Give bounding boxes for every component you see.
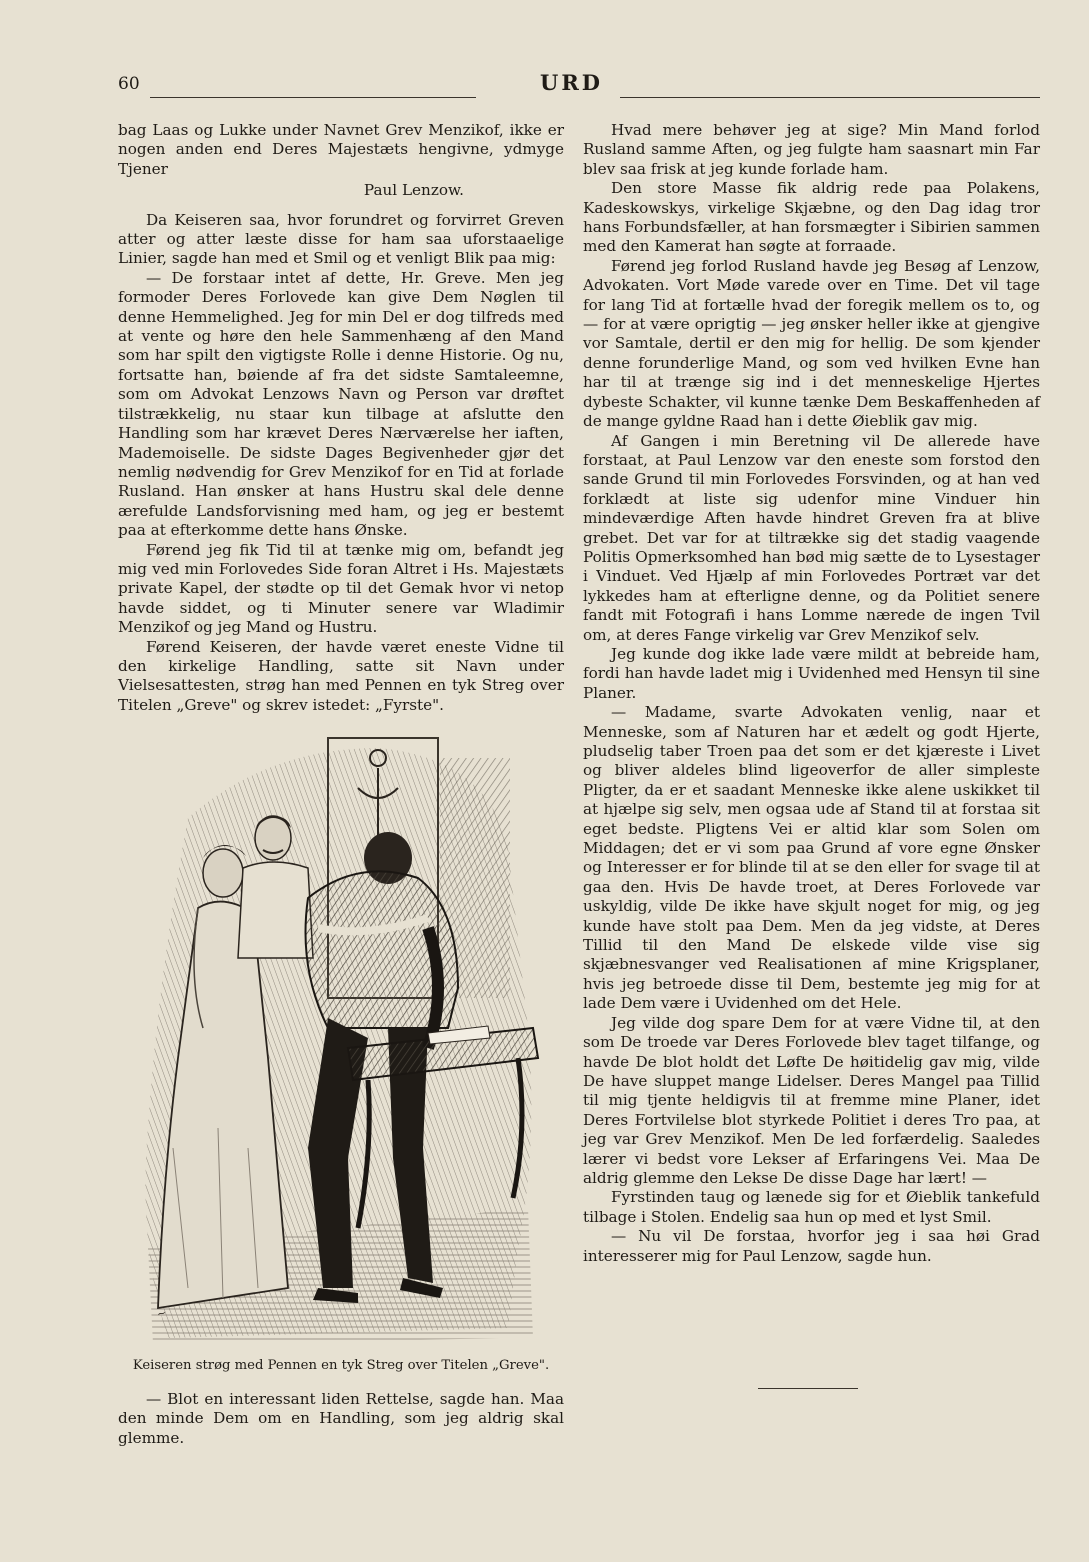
left-column-top	[118, 121, 564, 715]
illustration-caption: Keiseren strøg med Pennen en tyk Streg over Titelen „Greve".	[132, 1358, 550, 1373]
paragraph: Førend jeg forlod Rusland havde jeg Besøg af Lenzow, Advokaten. Vort Møde varede over en Time. Det vil tage for lang Tid at fortælle hvad der foregik mellem os to, og — for at være oprigtig — jeg ønsker heller ikke at gjengive vor Samtale, dertil er den mig for hellig. De som kjender denne forunderlige Mand, og som ved hvilken Evne han har til at trænge sig ind i det menneskelige Hjertes dybeste Schakter, vil kunne tænke Dem Beskaffenheden af de mange gyldne Raad han i dette Øieblik gav mig.	[583, 256, 1040, 431]
engraving-illustration	[128, 728, 553, 1346]
paragraph: Den store Masse fik aldrig rede paa Polakens, Kadeskowskys, virkelige Skjæbne, og den Dag idag tror hans Forbundsfæller, at han forsmægter i Sibirien sammen med den Kamerat han søgte at forraade.	[583, 179, 1040, 256]
artist-monogram: ~	[155, 1305, 168, 1321]
page-number: 60	[118, 74, 140, 94]
paragraph: — De forstaar intet af dette, Hr. Greve. Men jeg formoder Deres Forlovede kan give Dem Nøglen til denne Hemmelighed. Jeg for min Del er dog tilfreds med at vente og høre den hele Sammenhæng af den Mand som har spilt den vigtigste Rolle i denne Historie. Og nu, fortsatte han, bøiende af fra det sidste Samtaleemne, som om Advokat Lenzows Navn og Person var drøftet tilstrækkelig, nu staar kun tilbage at afslutte den Handling som har krævet Deres Nærværelse her iaften, Mademoiselle. De sidste Dages Begivenheder gjør det nemlig nødvendig for Grev Menzikof for en Tid at forlade Rusland. Han ønsker at hans Hustru skal dele denne ærefulde Landsforvisning med ham, og jeg er bestemt paa at efterkomme dette hans Ønske.	[118, 268, 564, 540]
paragraph: Førend Keiseren, der havde været eneste Vidne til den kirkelige Handling, satte sit Navn under Vielsesattesten, strøg han med Pennen en tyk Streg over Titelen „Greve" og skrev istedet: „Fyrste".	[118, 637, 564, 714]
end-rule	[758, 1388, 858, 1389]
paragraph: — Nu vil De forstaa, hvorfor jeg i saa høi Grad interesserer mig for Paul Lenzow, sagde hun.	[583, 1227, 1040, 1265]
paragraph: Af Gangen i min Beretning vil De allerede have forstaat, at Paul Lenzow var den eneste som forstod den sande Grund til min Forlovedes Forsvinden, og at han ved forklædt at liste sig udenfor mine Vinduer hin mindeværdige Aften havde hindret Greven fra at blive grebet. Det var for at tiltrække sig det stadig vaagende Politis Opmerksomhed han bød mig sætte de to Lysestager i Vinduet. Ved Hjælp af min Forlovedes Portræt var det lykkedes ham at efterligne denne, og da Politiet senere fandt mit Fotografi i hans Lomme nærede de ingen Tvil om, at deres Fange virkelig var Grev Menzikof selv.	[583, 431, 1040, 644]
signature: Paul Lenzow.	[363, 181, 464, 200]
paragraph: Fyrstinden taug og lænede sig for et Øieblik tankefuld tilbage i Stolen. Endelig saa hun op med et lyst Smil.	[583, 1188, 1040, 1226]
paragraph: Jeg vilde dog spare Dem for at være Vidne til, at den som De troede var Deres Forlovede blev taget tilfange, og havde De blot holdt det Løfte De høitidelig gav mig, vilde De have sluppet mange Lidelser. Deres Mangel paa Tillid til mig tjente heldigvis til at fremme mine Planer, idet Deres Fortvilelse blot styrkede Politiet i deres Tro paa, at jeg var Grev Menzikof. Men De led forfærdelig. Saaledes lærer vi bedst vore Lekser af Erfaringens Vei. Maa De aldrig glemme den Lekse De disse Dage har lært! —	[583, 1013, 1040, 1187]
header-rule-left	[150, 97, 476, 98]
header-rule-right	[620, 97, 1040, 98]
paragraph: Førend jeg fik Tid til at tænke mig om, befandt jeg mig ved min Forlovedes Side foran Altret i Hs. Majestæts private Kapel, der stødte op til det Gemak hvor vi netop havde siddet, og ti Minuter senere var Wladimir Menzikof og jeg Mand og Hustru.	[118, 540, 564, 637]
right-column	[583, 121, 1040, 1266]
paragraph: Da Keiseren saa, hvor forundret og forvirret Greven atter og atter læste disse for ham saa uforstaaelige Linier, sagde han med et Smil og et venligt Blik paa mig:	[118, 210, 564, 268]
paragraph: — Madame, svarte Advokaten venlig, naar et Menneske, som af Naturen har et ædelt og godt Hjerte, pludselig taber Troen paa det som er det kjæreste i Livet og bliver aldeles blind ligeoverfor de aller simpleste Pligter, da er et saadant Menneske ikke alene uskikket til at hjælpe sig selv, men ogsaa ude af Stand til at forstaa sit eget bedste. Pligtens Vei er altid klar som Solen om Middagen; det er vi som paa Grund af vore egne Ønsker og Interesser er for blinde til at se den eller for svage til at gaa den. Hvis De havde troet, at Deres Forlovede var uskyldig, vilde De ikke have skjult noget for mig, og jeg kunde have stolt paa Dem. Men da jeg vidste, at Deres Tillid til den Mand De elskede vilde vise sig skjæbnesvanger ved Realisationen af mine Krigsplaner, hvis jeg betroede disse til Dem, bestemte jeg mig for at lade Dem være i Uvidenhed om det Hele.	[583, 703, 1040, 1013]
paragraph: Jeg kunde dog ikke lade være mildt at bebreide ham, fordi han havde ladet mig i Uvidenhed med Hensyn til sine Planer.	[583, 644, 1040, 702]
paragraph: bag Laas og Lukke under Navnet Grev Menzikof, ikke er nogen anden end Deres Majestæts hengivne, ydmyge Tjener	[118, 121, 564, 178]
paragraph: Hvad mere behøver jeg at sige? Min Mand forlod Rusland samme Aften, og jeg fulgte ham saasnart min Far blev saa frisk at jeg kunde forlade ham.	[583, 121, 1040, 178]
running-head-title: URD	[540, 70, 603, 95]
paragraph: — Blot en interessant liden Rettelse, sagde han. Maa den minde Dem om en Handling, som jeg aldrig skal glemme.	[118, 1390, 564, 1447]
left-column-bottom	[118, 1390, 564, 1448]
